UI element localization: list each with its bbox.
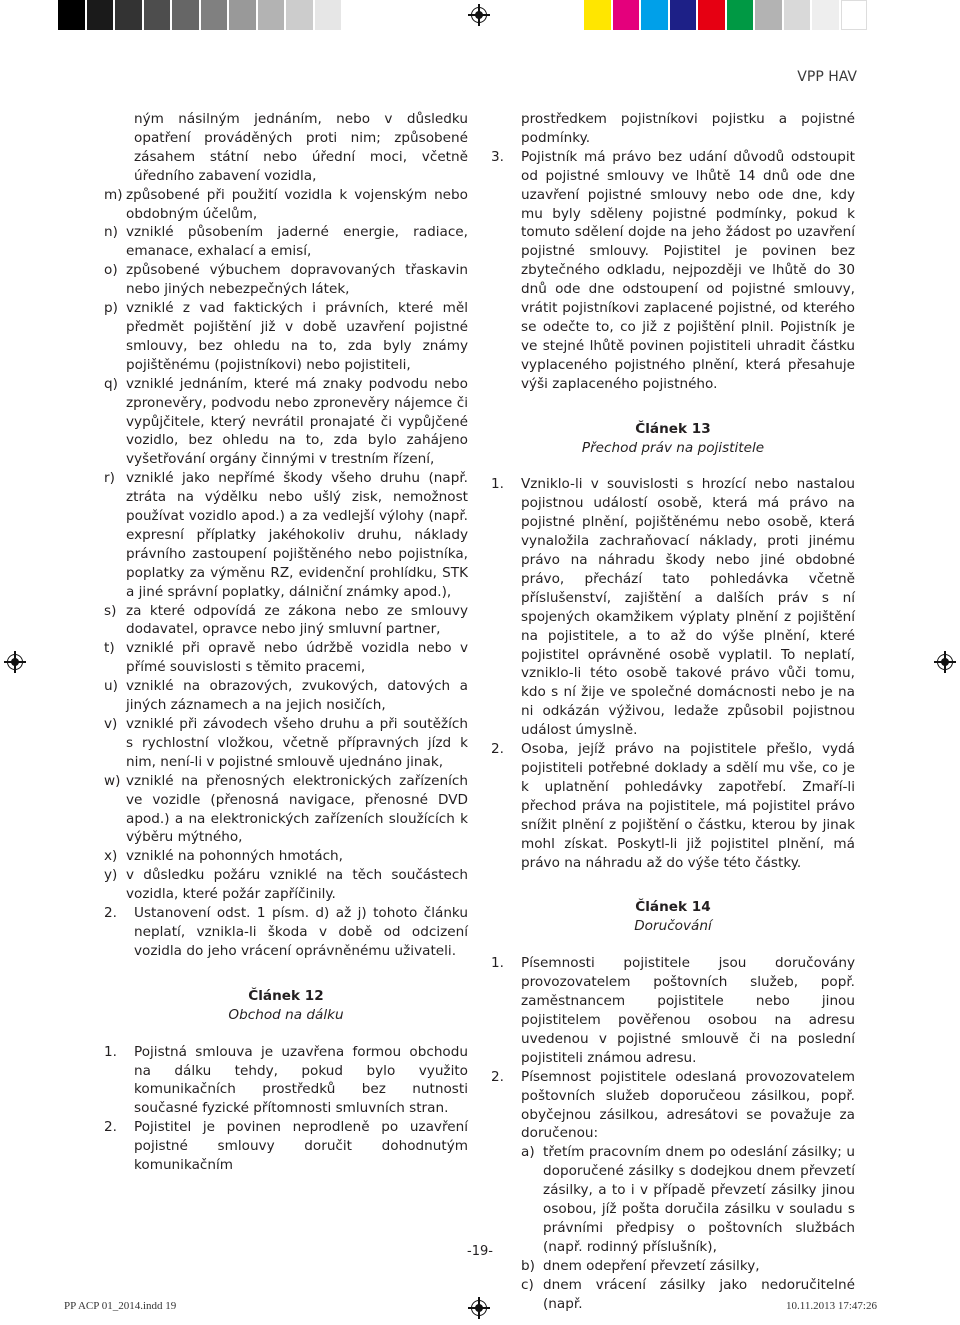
cyan-swatch xyxy=(641,0,668,30)
article-title: Článek 14 xyxy=(635,899,711,916)
list-item: u) vzniklé na obrazových, zvukových, datových a jiných záznamech a na jejich nosičích, xyxy=(104,678,468,714)
numbered-paragraph: 3. Pojistník má právo bez udání důvodů odstoupit od pojistné smlouvy ve lhůtě 14 dnů ode dne uzavření pojistné smlouvy nebo ode dne, kdy mu byly sděleny pojistné podmínky, pokud k tomuto sdělení dojde na jeho žádost po uzavření pojistné smlouvy. Pojistitel je povinen bez zbytečného odkladu, nejpozději ve lhůtě do 30 dnů ode dne odstoupení od pojistné smlouvy, vrátit pojistníkovi zaplacené pojistné, od kterého se odečte to, co již z pojištění plnil. Pojistník je ve stejné lhůtě povinen pojistiteli uhradit částku vyplaceného pojistného plnění, která přesahuje výši zaplaceného pojistného. xyxy=(491,148,855,392)
numbered-paragraph: 2. Písemnost pojistitele odeslaná provozovatelem poštovních služeb doporučeou zásilkou, popř. obyčejnou zásilkou, adresátovi se považuje za doručenou: xyxy=(491,1068,855,1142)
gray-swatch xyxy=(58,0,85,30)
list-item: p) vzniklé z vad faktických i právních, které měl předmět pojištění již v době uzavření pojistné smlouvy, bez ohledu na to, zda byly známy pojištěnému (pojistníkovi) nebo pojistiteli, xyxy=(104,300,468,373)
list-item: x) vzniklé na pohonných hmotách, xyxy=(104,848,343,865)
registration-mark-icon xyxy=(934,651,956,673)
list-item: y) v důsledku požáru vzniklé na těch součástech vozidla, které požár zapříčinily. xyxy=(104,867,468,903)
running-header: VPP HAV xyxy=(797,69,857,85)
magenta-swatch xyxy=(613,0,640,30)
article-title: Článek 13 xyxy=(635,420,711,437)
gray-swatch xyxy=(87,0,114,30)
list-item: t) vzniklé při opravě nebo údržbě vozidla nebo v přímé souvislosti s těmito pracemi, xyxy=(104,640,468,676)
list-item: o) způsobené výbuchem dopravovaných třaskavin nebo jiných nebezpečných látek, xyxy=(104,262,468,298)
right-column xyxy=(491,110,855,1313)
gray-swatch xyxy=(144,0,171,30)
numbered-paragraph: 1. Písemnosti pojistitele jsou doručovány provozovatelem poštovních služeb, popř. zaměstnancem pojistitele nebo jinou pojistitelem pověřenou osobou na adresu uvedenou v pojistné smlouvě či na poslední pojistiteli známou adresu. xyxy=(491,955,855,1066)
process-color-bar xyxy=(584,0,869,30)
left-column xyxy=(104,110,468,1175)
list-item: r) vzniklé jako nepřímé škody všeho druhu (např. ztráta na výdělku nebo ušlý zisk, nemožnost používat vozidlo apod.) a za vedlejší výlohy (např. expresní příplatky jakéhokoliv druhu, náklady právního zastoupení pojištěného nebo pojistníka, poplatky za výměnu RZ, evidenční prohlídku, STK a jiné správní poplatky, dálniční známky apod.), xyxy=(104,470,468,600)
gray-swatch xyxy=(286,0,313,30)
gray-swatch xyxy=(115,0,142,30)
blue-swatch xyxy=(670,0,697,30)
list-item: b) dnem odepření převzetí zásilky, xyxy=(521,1257,760,1274)
article-subtitle: Přechod práv na pojistitele xyxy=(581,439,765,456)
list-item: v) vzniklé při závodech všeho druhu a při soutěžích s rychlostní vložkou, včetně přípravných jízd k nim, není-li v pojistné smlouvě ujednáno jinak, xyxy=(104,716,468,770)
article-subtitle: Doručování xyxy=(634,918,712,935)
numbered-paragraph: 1. Vzniklo-li v souvislosti s hrozící nebo nastalou pojistnou událostí osobě, která má právo na pojistné plnění, pojištěnému nebo osobě, která vynaložila zachraňovací náklady, proti jinému právo na náhradu škody nebo jiné obdobné právo, přechází tato pohledávka včetně příslušenství, zajištění a dalších práv s ní spojených okamžikem výplaty plnění z pojištění na pojistitele, a to až do výše plnění, které pojistitel oprávněné osobě vyplatil. To neplatí, vzniklo-li této osobě takové právo vůči tomu, kdo s ní žije ve společné domácnosti nebo je na ni odkázán výživou, ledaže způsobil pojistnou událost úmyslně. xyxy=(491,476,855,739)
numbered-paragraph: 1. Pojistná smlouva je uzavřena formou obchodu na dálku tehdy, pokud bylo využito komunikačních prostředků bez nutnosti současné fyzické přítomnosti smluvních stran. xyxy=(104,1043,468,1117)
continued-text: ným násilným jednáním, nebo v důsledku opatření prováděných proti nim; způsobené zásahem státní nebo úřední moci, včetně úředního zabavení vozidla, xyxy=(134,111,468,184)
registration-mark-icon xyxy=(468,4,490,26)
list-item: n) vzniklé působením jaderné energie, radiace, emanace, exhalací a emisí, xyxy=(104,224,468,260)
list-item: c) dnem vrácení zásilky jako nedoručitelné (např. xyxy=(521,1276,855,1312)
gray-swatch xyxy=(315,0,342,30)
continued-text: prostředkem pojistníkovi pojistku a pojistné podmínky. xyxy=(521,111,855,146)
list-item: q) vzniklé jednáním, které má znaky podvodu nebo zpronevěry, podvodu nebo zpronevěry nájemce či vypůjčitele, který nevrátil pronajaté či vypůjčené vozidlo, bez ohledu na to, zda bylo zahájeno vyšetřování orgány činnými v trestním řízení, xyxy=(104,375,468,468)
grayscale-color-bar xyxy=(58,0,343,30)
numbered-paragraph: 2. Ustanovení odst. 1 písm. d) až j) tohoto článku neplatí, vznikla-li škoda v době od odcizení vozidla do jeho vrácení oprávněnému uživateli. xyxy=(104,905,468,959)
registration-mark-icon xyxy=(468,1297,490,1319)
gray-swatch xyxy=(755,0,782,30)
gray-swatch xyxy=(784,0,811,30)
gray-swatch xyxy=(229,0,256,30)
red-swatch xyxy=(698,0,725,30)
list-item: w) vzniklé na přenosných elektronických zařízeních ve vozidle (přenosná navigace, přenosné DVD apod.) a na elektronických zařízeních sloužících k výběru mýtného, xyxy=(104,772,468,846)
list-item: s) za které odpovídá ze zákona nebo ze smlouvy dodavatel, opravce nebo jiný smluvní partner, xyxy=(104,602,468,638)
numbered-paragraph: 2. Osoba, jejíž právo na pojistitele přešlo, vydá pojistiteli potřebné doklady a sdělí mu vše, co je k uplatnění pohledávky zapotřebí. Zmaří-li přechod práva na pojistitele, má pojistitel právo snížit plnění z pojištění o částku, kterou by jinak mohl získat. Poskytl-li již pojistitel plnění, má právo na náhradu až do výše této částky. xyxy=(491,741,855,871)
numbered-paragraph: 2. Pojistitel je povinen neprodleně po uzavření pojistné smlouvy doručit dohodnutým komunikačním xyxy=(104,1119,468,1174)
article-subtitle: Obchod na dálku xyxy=(228,1006,344,1023)
article-title: Článek 12 xyxy=(248,987,324,1004)
list-item: m) způsobené při použití vozidla k vojenským nebo obdobným účelům, xyxy=(104,186,468,222)
white-swatch xyxy=(841,0,868,30)
yellow-swatch xyxy=(584,0,611,30)
registration-mark-icon xyxy=(4,651,26,673)
gray-swatch xyxy=(258,0,285,30)
footer-timestamp: 10.11.2013 17:47:26 xyxy=(786,1300,877,1312)
gray-swatch xyxy=(201,0,228,30)
page-number: -19- xyxy=(467,1244,493,1259)
gray-swatch xyxy=(812,0,839,30)
gray-swatch xyxy=(172,0,199,30)
green-swatch xyxy=(727,0,754,30)
list-item: a) třetím pracovním dnem po odeslání zásilky; u doporučené zásilky s dodejkou dnem převzetí zásilky, a to i v případě převzetí zásilky jinou osobou, jíž pošta doručila zásilku v souladu s právními předpisy o poštovních službách (např. rodinný příslušník), xyxy=(521,1144,855,1255)
footer-file-name: PP ACP 01_2014.indd 19 xyxy=(64,1300,177,1312)
